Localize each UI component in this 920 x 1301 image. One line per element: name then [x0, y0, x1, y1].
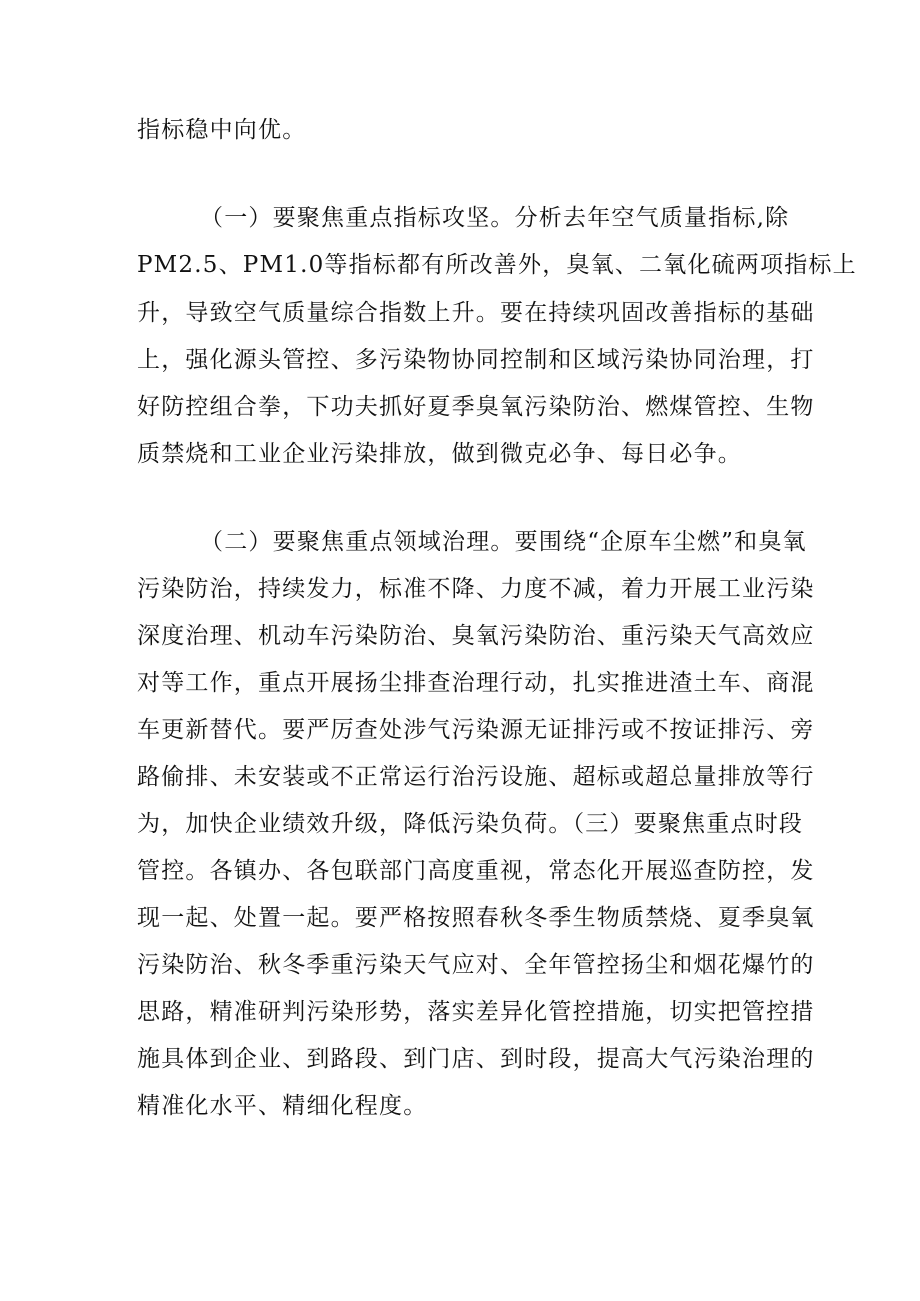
text-line: 思路，精准研判污染形势，落实差异化管控措施，切实把管控措: [137, 999, 815, 1025]
text-line: 上，强化源头管控、多污染物协同控制和区域污染协同治理，打: [137, 347, 815, 373]
text-line: PM2.5、PM1.0等指标都有所改善外，臭氧、二氧化硫两项指标上: [137, 252, 857, 278]
text-line: 指标稳中向优。: [137, 117, 307, 143]
text-line: 路偷排、未安装或不正常运行治污设施、超标或超总量排放等行: [137, 764, 815, 790]
text-line: 对等工作，重点开展扬尘排查治理行动，扎实推进渣土车、商混: [137, 670, 815, 696]
text-line: 污染防治、秋冬季重污染天气应对、全年管控扬尘和烟花爆竹的: [137, 952, 815, 978]
text-line: 升，导致空气质量综合指数上升。要在持续巩固改善指标的基础: [137, 300, 815, 326]
text-line: （二）要聚焦重点领域治理。要围绕“企原车尘燃”和臭氧: [200, 529, 807, 555]
text-line: 为，加快企业绩效升级，降低污染负荷。（三）要聚焦重点时段: [137, 811, 804, 837]
text-line: 好防控组合拳，下功夫抓好夏季臭氧污染防治、燃煤管控、生物: [137, 394, 815, 420]
text-line: 施具体到企业、到路段、到门店、到时段，提高大气污染治理的: [137, 1046, 815, 1072]
text-line: 深度治理、机动车污染防治、臭氧污染防治、重污染天气高效应: [137, 623, 815, 649]
text-line: 管控。各镇办、各包联部门高度重视，常态化开展巡查防控，发: [137, 858, 815, 884]
text-line: 精准化水平、精细化程度。: [137, 1093, 428, 1119]
text-line: 车更新替代。要严厉查处涉气污染源无证排污或不按证排污、旁: [137, 717, 815, 743]
text-line: （一）要聚焦重点指标攻坚。分析去年空气质量指标,除: [200, 205, 790, 231]
text-line: 污染防治，持续发力，标准不降、力度不减，着力开展工业污染: [137, 576, 815, 602]
text-line: 质禁烧和工业企业污染排放，做到微克必争、每日必争。: [137, 441, 742, 467]
text-line: 现一起、处置一起。要严格按照春秋冬季生物质禁烧、夏季臭氧: [137, 905, 815, 931]
